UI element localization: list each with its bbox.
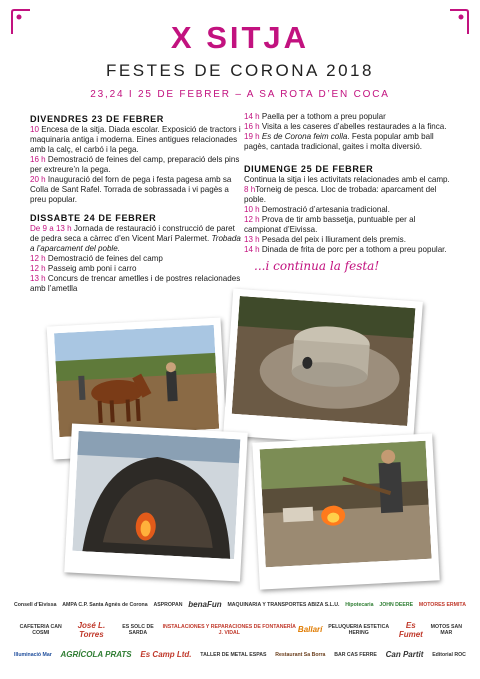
sponsor-logo: Es Fumet bbox=[398, 620, 423, 639]
sponsor-logo: Can Partit bbox=[385, 650, 424, 659]
sponsor-logo: ES SOLC DE SARDA bbox=[122, 623, 154, 636]
sponsor-logo: Es Camp Ltd. bbox=[140, 650, 192, 659]
program-entry: 13 h Pesada del peix i lliurament dels premis. bbox=[244, 235, 406, 244]
sponsor-logo: Restaurant Sa Borra bbox=[275, 651, 326, 658]
program-entry: 14 h Paella per a tothom a preu popular bbox=[244, 112, 386, 121]
sponsor-logo: José L. Torres bbox=[77, 620, 106, 639]
sponsor-logo: MAQUINARIA Y TRANSPORTES ABIZA S.L.U. bbox=[227, 601, 340, 608]
program-entry: 10 h Demostració d’artesania tradicional. bbox=[244, 205, 390, 214]
sponsor-logo: TALLER DE METAL ESPAS bbox=[200, 651, 267, 658]
program-entry: 13 h Concurs de trencar ametlles i de postres relacionades amb l’ametlla bbox=[30, 274, 241, 293]
program-entry: 8 hTorneig de pesca. Lloc de trobada: aparcament del poble. bbox=[244, 185, 437, 204]
sponsor-logo: CAFETERIA CAN COSMI bbox=[19, 623, 62, 636]
sponsor-row bbox=[14, 644, 466, 665]
closing-slogan: ...i continua la festa! bbox=[254, 259, 380, 273]
program-left-column bbox=[30, 112, 242, 294]
sponsor-logo: AMPA C.P. Santa Agnès de Corona bbox=[62, 601, 148, 608]
sponsor-row bbox=[14, 594, 466, 615]
program-entry: 12 h Prova de tir amb bassetja, puntuable per al campionat d’Eivissa. bbox=[244, 215, 416, 234]
sponsor-logo: Ballarí bbox=[297, 625, 323, 634]
sponsor-logo: ASPROPAN bbox=[153, 601, 183, 608]
sponsor-logo: INSTALACIONES Y REPARACIONES DE FONTANERÍA J. VIDAL bbox=[162, 623, 296, 636]
sponsor-logo: MOTOS SAN MAR bbox=[430, 623, 462, 636]
sponsor-logo: AGRÍCOLA PRATS bbox=[60, 650, 132, 659]
day-heading-saturday: DISSABTE 24 DE FEBRER bbox=[30, 213, 157, 223]
program-entry: 14 h Dinada de frita de porc per a tothom a preu popular. bbox=[244, 245, 447, 254]
sponsor-logo: PELUQUERIA ESTETICA HERING bbox=[328, 623, 390, 636]
poster-dates: 23,24 I 25 DE FEBRER – A SA ROTA D’EN COCA bbox=[90, 89, 390, 100]
poster-title: X SITJA bbox=[170, 20, 310, 55]
program-entry: 10 Encesa de la sitja. Diada escolar. Exposició de tractors i maquinaria antiga i moderna. Eines antigues relacionades amb la calç, el carbó i la pega. bbox=[30, 125, 241, 154]
day-heading-friday: DIVENDRES 23 DE FEBRER bbox=[30, 114, 164, 124]
sponsor-logo: MOTORES ERMITA bbox=[418, 601, 466, 608]
photo-charcoal-kiln bbox=[64, 423, 248, 581]
sponsors-area bbox=[14, 594, 466, 674]
program-entry: De 9 a 13 h Jornada de restauració i construcció de paret de pedra seca a càrrec d’en Vicent Marí Palermet. Trobada a l’aparcament del poble. bbox=[30, 224, 241, 253]
day-heading-sunday: DIUMENGE 25 DE FEBRER bbox=[244, 164, 374, 174]
photo-man-fire bbox=[252, 433, 439, 589]
sponsor-logo: Illuminació Mar bbox=[14, 651, 52, 658]
sponsor-logo: Editorial ROC bbox=[432, 651, 466, 658]
program-entry: 16 h Visita a les caseres d’abelles restaurades a la finca. bbox=[244, 122, 447, 131]
photo-millstone bbox=[223, 289, 423, 449]
poster-subtitle: FESTES DE CORONA 2018 bbox=[106, 61, 374, 80]
sponsor-logo: benaFun bbox=[188, 600, 222, 609]
program-entry: 16 h Demostració de feines del camp, preparació dels pins per extreure’n la pega. bbox=[30, 155, 240, 174]
sponsor-logo: Consell d'Eivissa bbox=[14, 601, 57, 608]
program-entry: 20 h Inauguració del forn de pega i festa pagesa amb sa Colla de Sant Rafel. Torrada de sobrassada i vi pagès a preu popular. bbox=[30, 175, 232, 204]
program-entry: Continua la sitja i les activitats relacionades amb el camp. bbox=[244, 175, 450, 184]
sponsor-row bbox=[14, 619, 466, 640]
sponsor-logo: JOHN DEERE bbox=[379, 601, 414, 608]
program-right-column bbox=[244, 112, 454, 271]
program-entry: 12 h Passeig amb poni i carro bbox=[30, 264, 137, 273]
sponsor-logo: BAR CAS FERRE bbox=[334, 651, 377, 658]
sponsor-logo: Hipotecaria bbox=[345, 601, 374, 608]
program-entry: 19 h Es de Corona feim colla. Festa popular amb ball pagès, cantada tradicional, gaites i molta diversió. bbox=[244, 132, 434, 151]
program-entry: 12 h Demostració de feines del camp bbox=[30, 254, 163, 263]
